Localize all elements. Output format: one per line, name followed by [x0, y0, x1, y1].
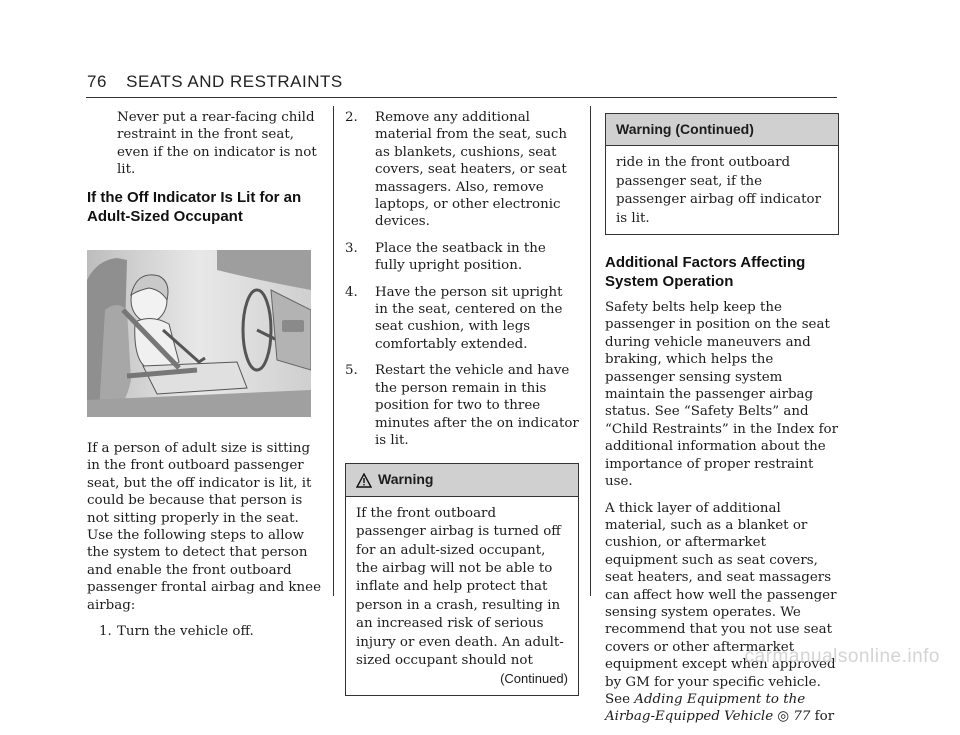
step-2-number: 2.	[345, 110, 358, 125]
column-1	[87, 109, 323, 641]
cross-reference-page[interactable]: 77	[793, 709, 811, 725]
column-2	[345, 109, 579, 696]
step-3-text: Place the seatback in the fully upright position.	[375, 240, 546, 274]
warning-continued-title: Warning (Continued)	[616, 121, 754, 137]
warning-title: Warning	[378, 471, 434, 488]
step-2	[345, 109, 579, 231]
page-header	[87, 72, 343, 92]
section-heading-additional-factors: Additional Factors Affecting System Operation	[605, 254, 806, 291]
warning-text: If the front outboard passenger airbag is turned off for an adult-sized occupant, the airbag will not be able to inflate and help protect that person in a crash, resulting in an increased risk of serious injury or even death. An adult-sized occupant should not	[356, 505, 564, 668]
section-title: SEATS AND RESTRAINTS	[126, 72, 343, 91]
step-3-number: 3.	[345, 240, 358, 256]
warning-continued-body	[606, 146, 838, 234]
column-divider-2	[590, 106, 591, 596]
warning-continued-box	[605, 113, 839, 235]
step-3	[345, 240, 579, 275]
cross-reference-link[interactable]: Adding Equipment to the Airbag-Equipped Vehicle	[605, 691, 806, 725]
warning-triangle-icon	[356, 473, 372, 488]
aftermarket-paragraph	[605, 500, 839, 726]
step-1	[87, 623, 323, 640]
intro-text: Never put a rear-facing child restraint in the front seat, even if the on indicator is not lit.	[117, 110, 317, 178]
step-1-number: 1.	[99, 624, 112, 640]
step-5-number: 5.	[345, 363, 358, 379]
column-3	[605, 113, 839, 735]
warning-continued-text: ride in the front outboard passenger seat, if the passenger airbag off indicator is lit.	[616, 155, 821, 226]
step-4-number: 4.	[345, 284, 358, 300]
step-4-text: Have the person sit upright in the seat, centered on the seat cushion, with legs comfortably extended.	[375, 284, 563, 352]
warning-box	[345, 463, 579, 695]
step-1-text: Turn the vehicle off.	[117, 624, 254, 640]
step-4	[345, 284, 579, 354]
page-reference-icon: ◎	[777, 709, 790, 725]
warning-body	[346, 497, 578, 695]
adult-occupant-illustration	[87, 250, 311, 417]
header-rule	[86, 97, 837, 98]
site-watermark: carmanualsonline.info	[744, 646, 940, 667]
section-heading-off-indicator: If the Off Indicator Is Lit for an Adult-Sized Occupant	[87, 188, 302, 225]
aftermarket-tail: for	[814, 709, 835, 725]
step-5-text: Restart the vehicle and have the person remain in this position for two to three minutes after the on indicator is lit.	[375, 363, 579, 448]
safety-belts-paragraph: Safety belts help keep the passenger in position on the seat during vehicle maneuvers and braking, which helps the passenger sensing system maintain the passenger airbag status. See “Safety Belts” and “Child Restraints” in the Index for additional information about the importance of proper restraint use.	[605, 300, 839, 490]
warning-continued-header	[606, 114, 838, 146]
step-2-text: Remove any additional material from the seat, such as blankets, cushions, seat covers, seat heaters, or seat massagers. Also, remove laptops, or other electronic devices.	[375, 110, 568, 230]
step-5	[345, 362, 579, 449]
continued-label: (Continued)	[500, 671, 568, 687]
warning-header	[346, 464, 578, 496]
column-divider-1	[333, 106, 334, 596]
aftermarket-text: A thick layer of additional material, such as a blanket or cushion, or aftermarket equipment such as seat covers, seat heaters, and seat massagers can affect how well the passenger sensing system operates. We recommend that you not use seat covers or other aftermarket equipment except when approved by GM for your specific vehicle. See	[605, 500, 837, 707]
page-number: 76	[87, 72, 107, 91]
body-text: If a person of adult size is sitting in the front outboard passenger seat, but the off indicator is lit, it could be because that person is not sitting properly in the seat. Use the following steps to allow the system to detect that person and enable the front outboard passenger frontal airbag and knee airbag:	[87, 441, 322, 613]
